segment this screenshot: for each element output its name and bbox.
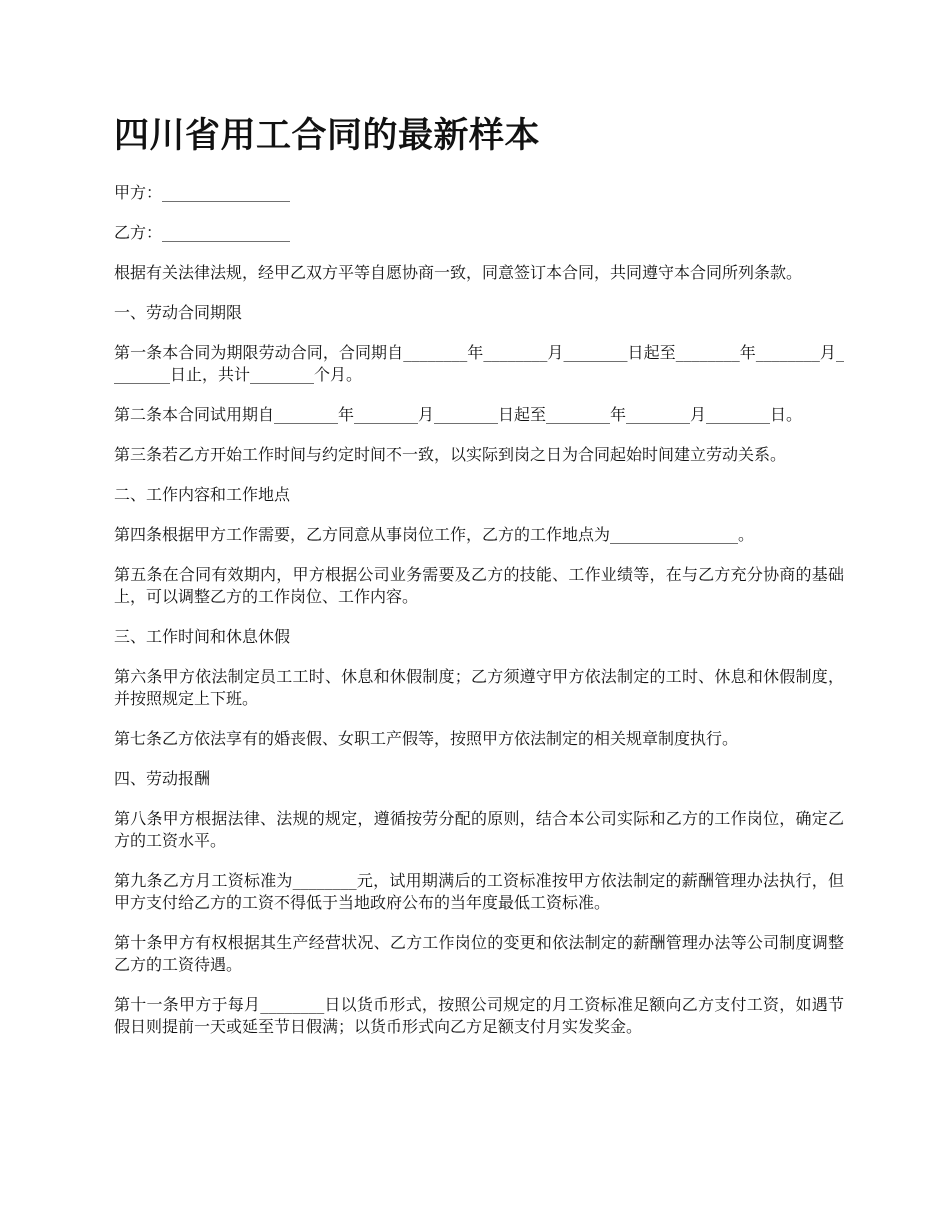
article-4: 第四条根据甲方工作需要，乙方同意从事岗位工作，乙方的工作地点为________________。 (114, 525, 755, 544)
document-title: 四川省用工合同的最新样本 (114, 116, 541, 156)
article-1: 第一条本合同为期限劳动合同，合同期自________年________月________日起至________年________月________日止，共计________个月。 (114, 343, 844, 384)
party-b-line: 乙方：________________ (114, 223, 291, 242)
article-5: 第五条在合同有效期内，甲方根据公司业务需要及乙方的技能、工作业绩等，在与乙方充分协商的基础上，可以调整乙方的工作岗位、工作内容。 (114, 565, 844, 606)
intro-paragraph: 根据有关法律法规，经甲乙双方平等自愿协商一致，同意签订本合同，共同遵守本合同所列条款。 (114, 263, 803, 282)
section-heading-pay: 四、劳动报酬 (114, 769, 211, 788)
section-heading-work: 二、工作内容和工作地点 (114, 485, 291, 504)
party-a-line: 甲方：________________ (114, 183, 291, 202)
section-heading-hours: 三、工作时间和休息休假 (114, 627, 291, 646)
section-heading-term: 一、劳动合同期限 (114, 303, 243, 322)
article-2: 第二条本合同试用期自________年________月________日起至________年________月________日。 (114, 405, 803, 424)
article-9: 第九条乙方月工资标准为________元，试用期满后的工资标准按甲方依法制定的薪酬管理办法执行，但甲方支付给乙方的工资不得低于当地政府公布的当年度最低工资标准。 (114, 871, 844, 912)
article-11: 第十一条甲方于每月________日以货币形式，按照公司规定的月工资标准足额向乙方支付工资，如遇节假日则提前一天或延至节日假满；以货币形式向乙方足额支付月实发奖金。 (114, 995, 844, 1036)
article-6: 第六条甲方依法制定员工工时、休息和休假制度；乙方须遵守甲方依法制定的工时、休息和休假制度，并按照规定上下班。 (114, 667, 844, 708)
article-10: 第十条甲方有权根据其生产经营状况、乙方工作岗位的变更和依法制定的薪酬管理办法等公司制度调整乙方的工资待遇。 (114, 933, 844, 974)
article-8: 第八条甲方根据法律、法规的规定，遵循按劳分配的原则，结合本公司实际和乙方的工作岗位，确定乙方的工资水平。 (114, 809, 844, 850)
article-3: 第三条若乙方开始工作时间与约定时间不一致，以实际到岗之日为合同起始时间建立劳动关系。 (114, 445, 787, 464)
document-page (114, 108, 844, 1056)
article-7: 第七条乙方依法享有的婚丧假、女职工产假等，按照甲方依法制定的相关规章制度执行。 (114, 729, 739, 748)
